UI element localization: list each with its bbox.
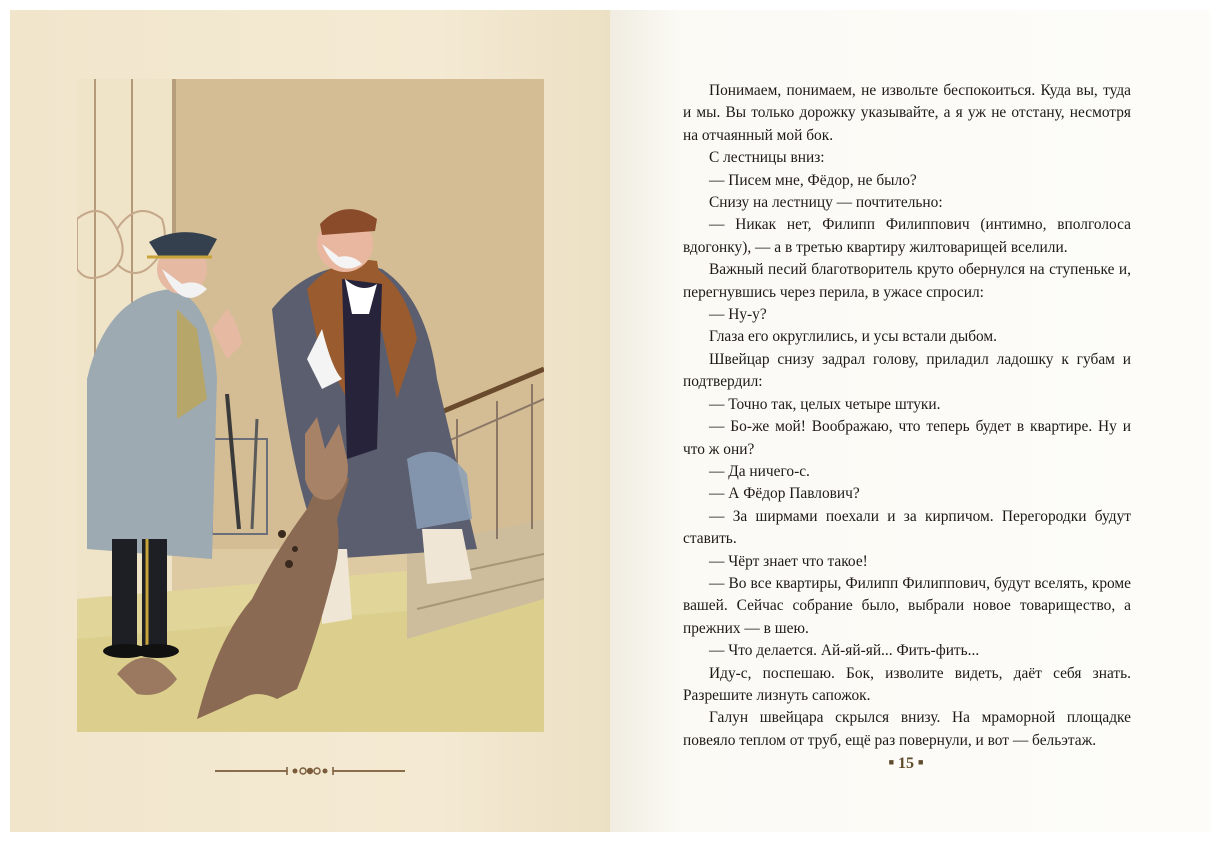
paragraph: Важный песий благотворитель круто обернулся на ступеньке и, перегнувшись через перила, в ужасе спросил: <box>683 261 1131 301</box>
page-number <box>881 755 931 773</box>
paragraph: — За ширмами поехали и за кирпичом. Перегородки будут ставить. <box>683 507 1131 548</box>
paragraph: — Во все квартиры, Филипп Филиппович, будут вселять, кроме вашей. Сейчас собрание было, выбрали новое товарищество, а прежних — в шею. <box>683 574 1131 637</box>
paragraph: — Ну-у? <box>709 306 767 324</box>
paragraph: — Чёрт знает что такое! <box>709 552 868 570</box>
paragraph: — Что делается. Ай-яй-яй... Фить-фить... <box>709 642 980 660</box>
page-number-value: 15 <box>898 755 914 772</box>
paragraph: Снизу на лестницу — почтительно: <box>709 194 943 212</box>
paragraph: Иду-с, поспешаю. Бок, изволите видеть, даёт себя знать. Разрешите лизнуть сапожок. <box>683 664 1131 704</box>
decorative-ornament <box>215 764 405 778</box>
paragraph: С лестницы вниз: <box>709 149 825 167</box>
illustration-drawing <box>77 79 544 732</box>
paragraph: Швейцар снизу задрал голову, приладил ладошку к губам и подтвердил: <box>683 350 1131 391</box>
paragraph: — А Фёдор Павлович? <box>709 485 860 503</box>
left-page <box>10 10 610 832</box>
paragraph: Понимаем, понимаем, не извольте беспокоиться. Куда вы, туда и мы. Вы только дорожку указывайте, а я уж не отстану, несмотря на отчаянный мой бок. <box>683 82 1131 144</box>
book-spread <box>10 10 1210 832</box>
bullet-icon: ■ <box>918 757 924 767</box>
paragraph: — Никак нет, Филипп Филиппович (интимно, вполголоса вдогонку), — а в третью квартиру жилтоварищей вселили. <box>683 216 1131 256</box>
paragraph: — Точно так, целых четыре штуки. <box>709 395 941 413</box>
body-text <box>683 80 1131 752</box>
paragraph: — Да ничего-с. <box>709 462 810 480</box>
illustration <box>77 79 544 732</box>
paragraph: — Бо-же мой! Воображаю, что теперь будет в квартире. Ну и что ж они? <box>683 418 1131 458</box>
paragraph: — Писем мне, Фёдор, не было? <box>709 171 917 189</box>
bullet-icon: ■ <box>888 757 894 767</box>
paragraph: Галун швейцара скрылся внизу. На мраморной площадке повеяло теплом от труб, ещё раз повернули, и вот — бельэтаж. <box>683 709 1131 749</box>
paragraph: Глаза его округлились, и усы встали дыбом. <box>709 328 998 346</box>
right-page <box>610 10 1210 832</box>
